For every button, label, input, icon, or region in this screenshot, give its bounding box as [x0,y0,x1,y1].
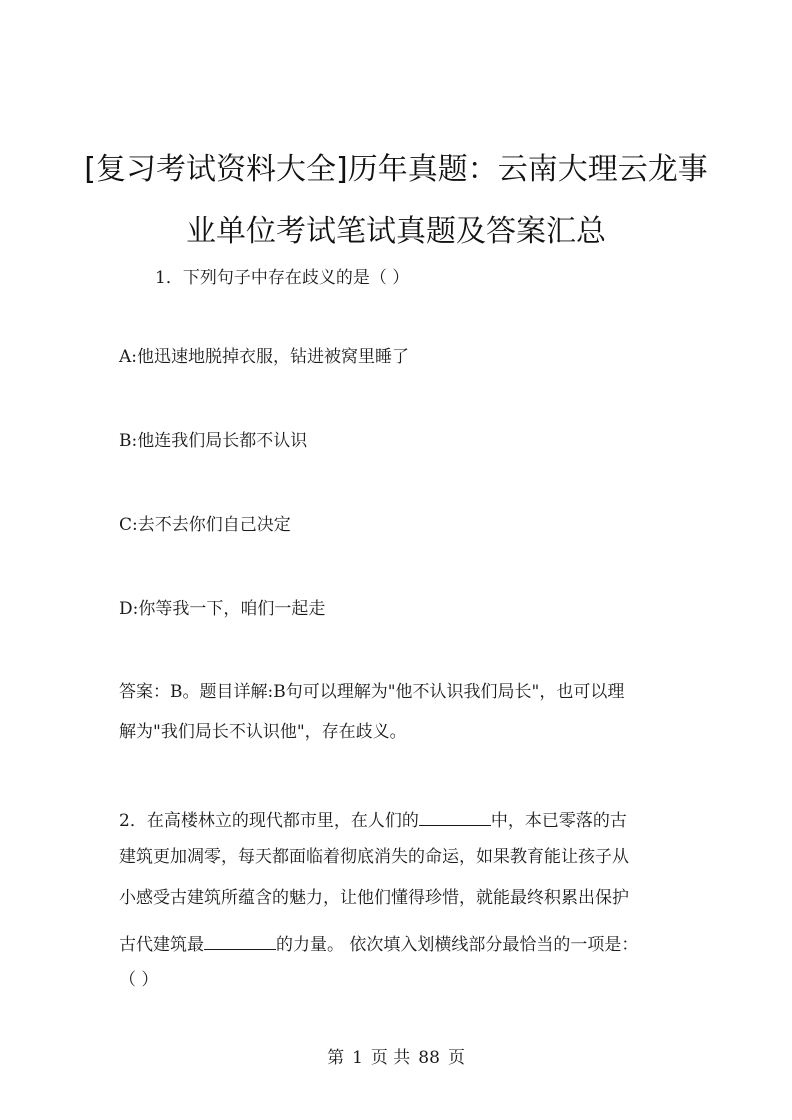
total-pages: 88 [418,1048,440,1068]
page-prefix: 第 [327,1048,345,1068]
document-title-line1: [复习考试资料大全]历年真题：云南大理云龙事 [84,152,708,187]
question2-line1-after: 中，本已零落的古 [490,811,627,831]
question1-option-a: A:他迅速地脱掉衣服，钻进被窝里睡了 [119,347,410,367]
question2-line4-before: 古代建筑最 [119,935,204,955]
page-mid: 页 共 [370,1048,411,1068]
question2-line1-before: 2．在高楼林立的现代都市里，在人们的 [119,811,419,831]
question1-answer-line1: 答案：B。题目详解:B句可以理解为"他不认识我们局长"，也可以理 [119,682,625,702]
question2-line4 [119,932,638,954]
question2-line2: 建筑更加凋零，每天都面临着彻底消失的命运，如果教育能让孩子从 [119,847,629,867]
question1-option-b: B:他连我们局长都不认识 [119,431,308,451]
question2-line3: 小感受古建筑所蕴含的魅力，让他们懂得珍惜，就能最终积累出保护 [119,888,629,908]
question2-line5: （ ） [119,970,159,990]
page-footer [0,1043,792,1068]
question1-option-d: D:你等我一下，咱们一起走 [119,599,326,619]
question1-stem: 1．下列句子中存在歧义的是（ ） [155,268,410,288]
question2-line4-after: 的力量。 依次填入划横线部分最恰当的一项是： [276,935,639,955]
page-suffix: 页 [447,1048,465,1068]
question2-line1 [119,808,627,830]
question1-answer-line2: 解为"我们局长不认识他"，存在歧义。 [119,722,407,742]
document-title-line2: 业单位考试笔试真题及答案汇总 [186,214,606,249]
page-number: 1 [352,1048,363,1068]
fill-blank-2 [204,932,276,950]
fill-blank-1 [419,808,491,826]
question1-option-c: C:去不去你们自己决定 [119,515,291,535]
